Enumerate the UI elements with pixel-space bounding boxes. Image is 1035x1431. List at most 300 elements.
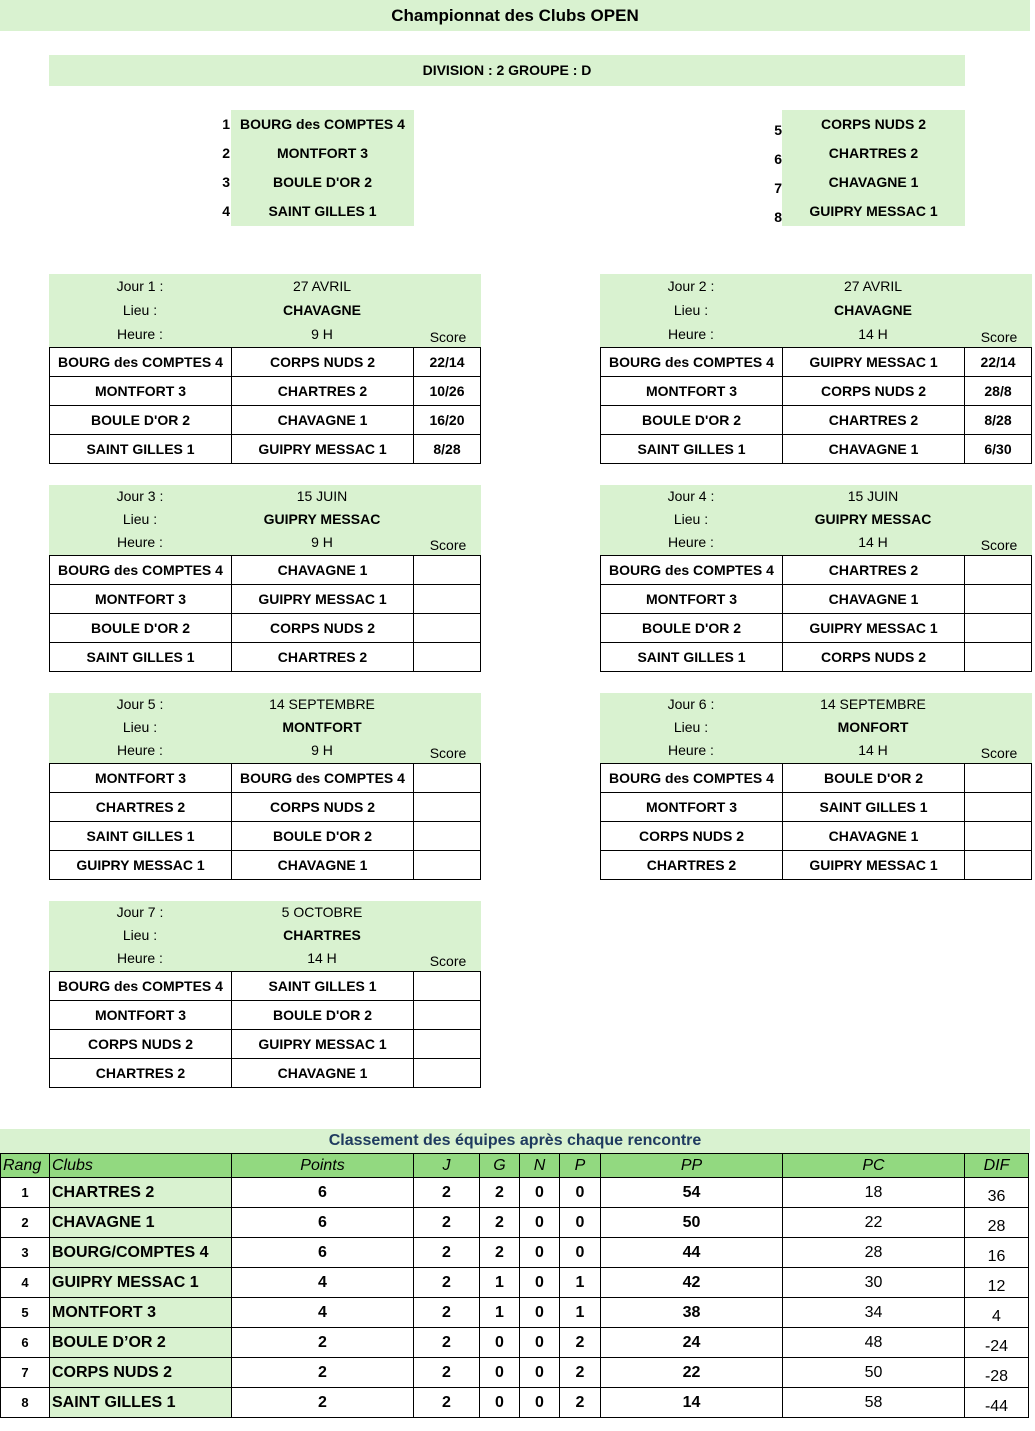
ranking-header-pp: PP bbox=[601, 1154, 783, 1178]
ranking-title: Classement des équipes après chaque rencontre bbox=[0, 1129, 1030, 1153]
match-row bbox=[50, 614, 481, 643]
match-score: 6/30 bbox=[965, 435, 1032, 464]
match-score bbox=[414, 851, 481, 880]
match-score: 22/14 bbox=[414, 348, 481, 377]
ranking-cell-points: 2 bbox=[232, 1328, 414, 1358]
score-header: Score bbox=[429, 745, 467, 761]
ranking-cell-pp: 14 bbox=[601, 1388, 783, 1418]
ranking-cell-rang: 5 bbox=[1, 1298, 50, 1328]
home-team: BOURG des COMPTES 4 bbox=[50, 348, 232, 377]
away-team: BOURG des COMPTES 4 bbox=[232, 764, 414, 793]
ranking-cell-points: 4 bbox=[232, 1298, 414, 1328]
match-day-header bbox=[49, 485, 481, 555]
match-table bbox=[49, 971, 481, 1088]
match-score bbox=[414, 764, 481, 793]
home-team: MONTFORT 3 bbox=[601, 585, 783, 614]
team-name: BOURG des COMPTES 4 bbox=[240, 116, 405, 132]
match-score bbox=[965, 822, 1032, 851]
match-day-heure-value: 14 H bbox=[307, 950, 337, 966]
ranking-header-n: N bbox=[520, 1154, 560, 1178]
match-row bbox=[601, 614, 1032, 643]
match-day-lieu-value: GUIPRY MESSAC bbox=[814, 511, 932, 527]
home-team: SAINT GILLES 1 bbox=[50, 435, 232, 464]
match-score: 10/26 bbox=[414, 377, 481, 406]
ranking-cell-pc: 22 bbox=[783, 1208, 965, 1238]
ranking-cell-n: 0 bbox=[520, 1328, 560, 1358]
ranking-row bbox=[1, 1238, 1029, 1268]
team-number: 7 bbox=[774, 180, 782, 196]
ranking-cell-pc: 30 bbox=[783, 1268, 965, 1298]
match-day-lieu-label: Lieu : bbox=[673, 511, 709, 527]
match-day-header bbox=[600, 693, 1032, 763]
match-table bbox=[49, 555, 481, 672]
ranking-cell-n: 0 bbox=[520, 1208, 560, 1238]
ranking-cell-pc: 48 bbox=[783, 1328, 965, 1358]
ranking-cell-dif: 16 bbox=[965, 1238, 1029, 1268]
away-team: CHARTRES 2 bbox=[783, 406, 965, 435]
ranking-cell-j: 2 bbox=[414, 1388, 480, 1418]
away-team: CHAVAGNE 1 bbox=[232, 406, 414, 435]
ranking-cell-g: 2 bbox=[480, 1208, 520, 1238]
home-team: BOURG des COMPTES 4 bbox=[601, 764, 783, 793]
ranking-row bbox=[1, 1328, 1029, 1358]
match-table bbox=[600, 555, 1032, 672]
match-row bbox=[50, 556, 481, 585]
match-row bbox=[50, 972, 481, 1001]
match-day-lieu-value: MONFORT bbox=[837, 719, 909, 735]
score-header: Score bbox=[980, 537, 1018, 553]
match-day-lieu-row bbox=[49, 924, 481, 947]
match-row bbox=[601, 406, 1032, 435]
away-team: GUIPRY MESSAC 1 bbox=[232, 585, 414, 614]
ranking-cell-clubs: GUIPRY MESSAC 1 bbox=[50, 1268, 232, 1298]
ranking-cell-j: 2 bbox=[414, 1208, 480, 1238]
ranking-cell-rang: 3 bbox=[1, 1238, 50, 1268]
match-day-date-label: Jour 7 : bbox=[116, 904, 164, 920]
ranking-cell-g: 1 bbox=[480, 1268, 520, 1298]
ranking-cell-clubs: CORPS NUDS 2 bbox=[50, 1358, 232, 1388]
match-row bbox=[50, 406, 481, 435]
ranking-cell-g: 2 bbox=[480, 1238, 520, 1268]
ranking-cell-dif: 36 bbox=[965, 1178, 1029, 1208]
match-table bbox=[600, 347, 1032, 464]
team-number: 5 bbox=[774, 122, 782, 138]
ranking-header-clubs: Clubs bbox=[50, 1154, 232, 1178]
team-number: 6 bbox=[774, 151, 782, 167]
match-score bbox=[414, 1059, 481, 1088]
match-table bbox=[600, 763, 1032, 880]
match-row bbox=[50, 1059, 481, 1088]
ranking-cell-pc: 34 bbox=[783, 1298, 965, 1328]
match-day-lieu-label: Lieu : bbox=[122, 719, 158, 735]
home-team: MONTFORT 3 bbox=[50, 1001, 232, 1030]
ranking-cell-points: 2 bbox=[232, 1358, 414, 1388]
ranking-cell-points: 2 bbox=[232, 1388, 414, 1418]
away-team: CHAVAGNE 1 bbox=[783, 585, 965, 614]
match-day-heure-label: Heure : bbox=[117, 326, 163, 342]
match-day-lieu-value: MONTFORT bbox=[282, 719, 362, 735]
page-title: Championnat des Clubs OPEN bbox=[0, 0, 1030, 31]
ranking-cell-dif: -28 bbox=[965, 1358, 1029, 1388]
away-team: SAINT GILLES 1 bbox=[783, 793, 965, 822]
match-row bbox=[601, 348, 1032, 377]
score-header: Score bbox=[429, 537, 467, 553]
match-score bbox=[965, 851, 1032, 880]
match-day-heure-label: Heure : bbox=[117, 950, 163, 966]
match-day-date-row bbox=[600, 485, 1032, 508]
match-day-date-value: 5 OCTOBRE bbox=[281, 904, 363, 920]
ranking-cell-j: 2 bbox=[414, 1268, 480, 1298]
home-team: BOULE D'OR 2 bbox=[601, 406, 783, 435]
match-row bbox=[601, 643, 1032, 672]
ranking-cell-clubs: BOURG/COMPTES 4 bbox=[50, 1238, 232, 1268]
home-team: BOULE D'OR 2 bbox=[50, 406, 232, 435]
match-row bbox=[50, 435, 481, 464]
away-team: CORPS NUDS 2 bbox=[232, 614, 414, 643]
home-team: CORPS NUDS 2 bbox=[50, 1030, 232, 1059]
match-day-lieu-label: Lieu : bbox=[673, 719, 709, 735]
team-number: 3 bbox=[222, 174, 230, 190]
home-team: CHARTRES 2 bbox=[50, 1059, 232, 1088]
match-day-heure-value: 14 H bbox=[858, 742, 888, 758]
ranking-cell-g: 1 bbox=[480, 1298, 520, 1328]
match-day-lieu-value: CHAVAGNE bbox=[833, 302, 913, 318]
home-team: MONTFORT 3 bbox=[601, 377, 783, 406]
match-day-header bbox=[49, 274, 481, 347]
away-team: BOULE D'OR 2 bbox=[232, 822, 414, 851]
match-day-lieu-value: CHARTRES bbox=[283, 927, 361, 943]
ranking-cell-clubs: CHAVAGNE 1 bbox=[50, 1208, 232, 1238]
home-team: BOULE D'OR 2 bbox=[601, 614, 783, 643]
ranking-cell-rang: 4 bbox=[1, 1268, 50, 1298]
match-score bbox=[965, 556, 1032, 585]
ranking-row bbox=[1, 1268, 1029, 1298]
home-team: MONTFORT 3 bbox=[50, 377, 232, 406]
match-day-date-row bbox=[49, 901, 481, 924]
away-team: CHARTRES 2 bbox=[232, 643, 414, 672]
match-score bbox=[965, 585, 1032, 614]
ranking-cell-points: 6 bbox=[232, 1208, 414, 1238]
home-team: SAINT GILLES 1 bbox=[601, 435, 783, 464]
match-table bbox=[49, 763, 481, 880]
away-team: CHAVAGNE 1 bbox=[232, 1059, 414, 1088]
match-day-date-label: Jour 4 : bbox=[667, 488, 715, 504]
match-day-date-row bbox=[49, 693, 481, 716]
away-team: GUIPRY MESSAC 1 bbox=[232, 1030, 414, 1059]
away-team: CORPS NUDS 2 bbox=[232, 348, 414, 377]
match-row bbox=[50, 348, 481, 377]
match-score bbox=[965, 643, 1032, 672]
home-team: CHARTRES 2 bbox=[50, 793, 232, 822]
match-day-lieu-row bbox=[600, 298, 1032, 322]
match-day-lieu-value: GUIPRY MESSAC bbox=[263, 511, 381, 527]
home-team: BOURG des COMPTES 4 bbox=[50, 556, 232, 585]
away-team: SAINT GILLES 1 bbox=[232, 972, 414, 1001]
ranking-cell-j: 2 bbox=[414, 1178, 480, 1208]
ranking-cell-pp: 44 bbox=[601, 1238, 783, 1268]
home-team: MONTFORT 3 bbox=[50, 585, 232, 614]
match-row bbox=[50, 643, 481, 672]
match-day-date-label: Jour 3 : bbox=[116, 488, 164, 504]
ranking-cell-pc: 50 bbox=[783, 1358, 965, 1388]
match-day-header bbox=[600, 485, 1032, 555]
home-team: MONTFORT 3 bbox=[50, 764, 232, 793]
ranking-cell-points: 4 bbox=[232, 1268, 414, 1298]
match-score bbox=[414, 793, 481, 822]
away-team: CHAVAGNE 1 bbox=[232, 851, 414, 880]
match-row bbox=[50, 1030, 481, 1059]
away-team: CHARTRES 2 bbox=[783, 556, 965, 585]
match-row bbox=[50, 1001, 481, 1030]
match-day-lieu-label: Lieu : bbox=[122, 302, 158, 318]
match-day-date-value: 27 AVRIL bbox=[292, 278, 352, 294]
ranking-header-points: Points bbox=[232, 1154, 414, 1178]
ranking-cell-n: 0 bbox=[520, 1268, 560, 1298]
ranking-cell-g: 0 bbox=[480, 1328, 520, 1358]
away-team: CORPS NUDS 2 bbox=[232, 793, 414, 822]
ranking-cell-dif: -24 bbox=[965, 1328, 1029, 1358]
match-row bbox=[50, 764, 481, 793]
ranking-header-pc: PC bbox=[783, 1154, 965, 1178]
match-row bbox=[601, 764, 1032, 793]
match-day-date-label: Jour 1 : bbox=[116, 278, 164, 294]
away-team: CHAVAGNE 1 bbox=[783, 435, 965, 464]
match-day-lieu-row bbox=[49, 298, 481, 322]
ranking-cell-n: 0 bbox=[520, 1358, 560, 1388]
ranking-cell-g: 2 bbox=[480, 1178, 520, 1208]
ranking-cell-dif: 4 bbox=[965, 1298, 1029, 1328]
match-score bbox=[965, 614, 1032, 643]
score-header: Score bbox=[980, 329, 1018, 345]
ranking-cell-p: 2 bbox=[560, 1328, 601, 1358]
match-score bbox=[414, 614, 481, 643]
match-row bbox=[50, 793, 481, 822]
match-row bbox=[50, 822, 481, 851]
match-score bbox=[414, 643, 481, 672]
team-name: MONTFORT 3 bbox=[277, 145, 368, 161]
away-team: CHAVAGNE 1 bbox=[232, 556, 414, 585]
team-name: SAINT GILLES 1 bbox=[268, 203, 377, 219]
match-score: 8/28 bbox=[414, 435, 481, 464]
away-team: CHAVAGNE 1 bbox=[783, 822, 965, 851]
ranking-cell-dif: 12 bbox=[965, 1268, 1029, 1298]
match-day-lieu-value: CHAVAGNE bbox=[282, 302, 362, 318]
ranking-cell-p: 0 bbox=[560, 1208, 601, 1238]
match-day-header bbox=[600, 274, 1032, 347]
ranking-cell-p: 0 bbox=[560, 1178, 601, 1208]
ranking-header-dif: DIF bbox=[965, 1154, 1029, 1178]
team-name: CORPS NUDS 2 bbox=[820, 116, 927, 132]
score-header: Score bbox=[980, 745, 1018, 761]
ranking-header-g: G bbox=[480, 1154, 520, 1178]
ranking-row bbox=[1, 1178, 1029, 1208]
away-team: GUIPRY MESSAC 1 bbox=[783, 851, 965, 880]
home-team: BOURG des COMPTES 4 bbox=[50, 972, 232, 1001]
match-score bbox=[414, 1030, 481, 1059]
ranking-cell-g: 0 bbox=[480, 1388, 520, 1418]
match-day-date-value: 14 SEPTEMBRE bbox=[820, 696, 926, 712]
match-day-heure-value: 14 H bbox=[858, 326, 888, 342]
ranking-cell-rang: 1 bbox=[1, 1178, 50, 1208]
match-score bbox=[414, 822, 481, 851]
ranking-cell-p: 0 bbox=[560, 1238, 601, 1268]
score-header: Score bbox=[429, 953, 467, 969]
match-row bbox=[601, 556, 1032, 585]
home-team: BOULE D'OR 2 bbox=[50, 614, 232, 643]
ranking-row bbox=[1, 1208, 1029, 1238]
ranking-cell-p: 2 bbox=[560, 1358, 601, 1388]
ranking-cell-pc: 18 bbox=[783, 1178, 965, 1208]
ranking-cell-clubs: MONTFORT 3 bbox=[50, 1298, 232, 1328]
ranking-table bbox=[0, 1153, 1029, 1418]
match-row bbox=[50, 585, 481, 614]
match-day-lieu-row bbox=[600, 716, 1032, 739]
match-day-date-row bbox=[49, 274, 481, 298]
match-row bbox=[50, 377, 481, 406]
match-score bbox=[414, 585, 481, 614]
ranking-cell-dif: 28 bbox=[965, 1208, 1029, 1238]
away-team: BOULE D'OR 2 bbox=[232, 1001, 414, 1030]
away-team: CORPS NUDS 2 bbox=[783, 377, 965, 406]
ranking-cell-pp: 38 bbox=[601, 1298, 783, 1328]
away-team: CORPS NUDS 2 bbox=[783, 643, 965, 672]
team-number: 1 bbox=[222, 116, 230, 132]
away-team: BOULE D'OR 2 bbox=[783, 764, 965, 793]
match-day-heure-label: Heure : bbox=[668, 534, 714, 550]
match-day-date-label: Jour 5 : bbox=[116, 696, 164, 712]
match-row bbox=[601, 377, 1032, 406]
home-team: SAINT GILLES 1 bbox=[601, 643, 783, 672]
match-day-heure-value: 14 H bbox=[858, 534, 888, 550]
match-day-lieu-row bbox=[49, 716, 481, 739]
ranking-cell-pc: 58 bbox=[783, 1388, 965, 1418]
match-day-header bbox=[49, 901, 481, 971]
ranking-cell-pp: 24 bbox=[601, 1328, 783, 1358]
ranking-cell-rang: 2 bbox=[1, 1208, 50, 1238]
match-day-date-label: Jour 2 : bbox=[667, 278, 715, 294]
ranking-cell-g: 0 bbox=[480, 1358, 520, 1388]
ranking-cell-j: 2 bbox=[414, 1358, 480, 1388]
team-list-box bbox=[231, 110, 414, 226]
match-day-heure-label: Heure : bbox=[117, 534, 163, 550]
ranking-header-rang: Rang bbox=[1, 1154, 50, 1178]
match-day-lieu-label: Lieu : bbox=[673, 302, 709, 318]
match-day-lieu-row bbox=[49, 508, 481, 531]
home-team: SAINT GILLES 1 bbox=[50, 822, 232, 851]
match-score bbox=[965, 764, 1032, 793]
match-score: 22/14 bbox=[965, 348, 1032, 377]
match-score bbox=[414, 972, 481, 1001]
ranking-cell-n: 0 bbox=[520, 1238, 560, 1268]
home-team: GUIPRY MESSAC 1 bbox=[50, 851, 232, 880]
match-day-date-value: 27 AVRIL bbox=[843, 278, 903, 294]
match-row bbox=[50, 851, 481, 880]
ranking-cell-pp: 54 bbox=[601, 1178, 783, 1208]
match-score bbox=[414, 556, 481, 585]
match-score: 16/20 bbox=[414, 406, 481, 435]
team-number: 2 bbox=[222, 145, 230, 161]
ranking-cell-j: 2 bbox=[414, 1328, 480, 1358]
ranking-cell-p: 2 bbox=[560, 1388, 601, 1418]
match-day-heure-value: 9 H bbox=[311, 742, 333, 758]
ranking-cell-pp: 42 bbox=[601, 1268, 783, 1298]
ranking-cell-p: 1 bbox=[560, 1298, 601, 1328]
match-row bbox=[601, 822, 1032, 851]
home-team: BOURG des COMPTES 4 bbox=[601, 556, 783, 585]
home-team: CHARTRES 2 bbox=[601, 851, 783, 880]
away-team: GUIPRY MESSAC 1 bbox=[783, 614, 965, 643]
score-header: Score bbox=[429, 329, 467, 345]
match-day-date-value: 14 SEPTEMBRE bbox=[269, 696, 375, 712]
home-team: BOURG des COMPTES 4 bbox=[601, 348, 783, 377]
team-name: BOULE D'OR 2 bbox=[272, 174, 372, 190]
home-team: CORPS NUDS 2 bbox=[601, 822, 783, 851]
match-score: 8/28 bbox=[965, 406, 1032, 435]
match-day-heure-value: 9 H bbox=[311, 326, 333, 342]
ranking-cell-rang: 8 bbox=[1, 1388, 50, 1418]
team-list-box bbox=[782, 110, 965, 226]
home-team: MONTFORT 3 bbox=[601, 793, 783, 822]
match-table bbox=[49, 347, 481, 464]
ranking-row bbox=[1, 1358, 1029, 1388]
away-team: GUIPRY MESSAC 1 bbox=[783, 348, 965, 377]
ranking-cell-clubs: BOULE D’OR 2 bbox=[50, 1328, 232, 1358]
match-row bbox=[601, 851, 1032, 880]
ranking-cell-pp: 50 bbox=[601, 1208, 783, 1238]
match-day-header bbox=[49, 693, 481, 763]
home-team: SAINT GILLES 1 bbox=[50, 643, 232, 672]
match-score: 28/8 bbox=[965, 377, 1032, 406]
team-name: CHAVAGNE 1 bbox=[828, 174, 919, 190]
ranking-cell-j: 2 bbox=[414, 1298, 480, 1328]
match-score bbox=[414, 1001, 481, 1030]
match-score bbox=[965, 793, 1032, 822]
team-name: CHARTRES 2 bbox=[828, 145, 919, 161]
ranking-header-p: P bbox=[560, 1154, 601, 1178]
match-row bbox=[601, 585, 1032, 614]
away-team: GUIPRY MESSAC 1 bbox=[232, 435, 414, 464]
ranking-cell-rang: 6 bbox=[1, 1328, 50, 1358]
ranking-cell-clubs: SAINT GILLES 1 bbox=[50, 1388, 232, 1418]
ranking-cell-points: 6 bbox=[232, 1238, 414, 1268]
away-team: CHARTRES 2 bbox=[232, 377, 414, 406]
match-day-date-row bbox=[600, 274, 1032, 298]
match-day-lieu-row bbox=[600, 508, 1032, 531]
match-row bbox=[601, 435, 1032, 464]
match-day-date-value: 15 JUIN bbox=[296, 488, 348, 504]
match-day-lieu-label: Lieu : bbox=[122, 511, 158, 527]
match-day-heure-value: 9 H bbox=[311, 534, 333, 550]
ranking-cell-p: 1 bbox=[560, 1268, 601, 1298]
ranking-cell-rang: 7 bbox=[1, 1358, 50, 1388]
match-day-date-value: 15 JUIN bbox=[847, 488, 899, 504]
team-number: 8 bbox=[774, 209, 782, 225]
ranking-row bbox=[1, 1298, 1029, 1328]
match-day-date-row bbox=[600, 693, 1032, 716]
ranking-cell-j: 2 bbox=[414, 1238, 480, 1268]
ranking-row bbox=[1, 1388, 1029, 1418]
ranking-cell-clubs: CHARTRES 2 bbox=[50, 1178, 232, 1208]
match-day-heure-label: Heure : bbox=[117, 742, 163, 758]
match-day-heure-label: Heure : bbox=[668, 742, 714, 758]
ranking-cell-n: 0 bbox=[520, 1388, 560, 1418]
ranking-cell-dif: -44 bbox=[965, 1388, 1029, 1418]
team-name: GUIPRY MESSAC 1 bbox=[809, 203, 938, 219]
division-group-banner: DIVISION : 2 GROUPE : D bbox=[49, 55, 965, 86]
match-row bbox=[601, 793, 1032, 822]
team-number: 4 bbox=[222, 203, 230, 219]
ranking-cell-points: 6 bbox=[232, 1178, 414, 1208]
